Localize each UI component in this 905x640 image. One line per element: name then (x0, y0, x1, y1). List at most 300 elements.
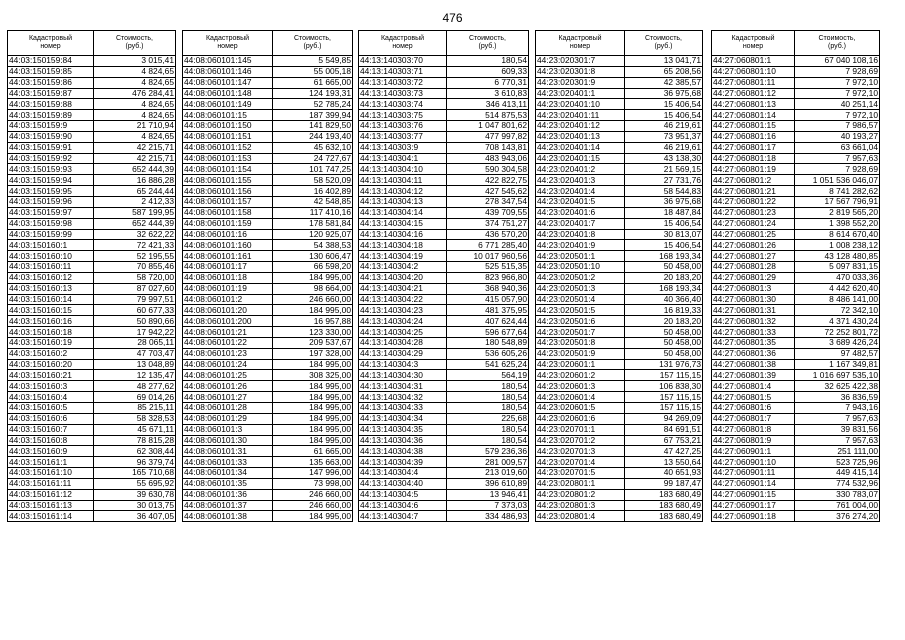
value-cell: 183 680,49 (625, 511, 703, 522)
cadastral-number-cell: 44:08:060101:36 (183, 489, 273, 500)
table-row (359, 348, 529, 359)
cadastral-number-cell: 44:13:140304:6 (359, 500, 447, 511)
value-cell: 50 458,00 (625, 327, 703, 338)
table-row (536, 229, 703, 240)
cadastral-number-cell: 44:23:020701:4 (536, 457, 625, 468)
value-cell: 4 824,65 (94, 99, 176, 110)
cadastral-number-cell: 44:13:140304:38 (359, 446, 447, 457)
table-row (536, 131, 703, 142)
cadastral-number-cell: 44:08:060101:31 (183, 446, 273, 457)
cadastral-number-cell: 44:03:150160:13 (8, 283, 94, 294)
table-row (712, 316, 880, 327)
value-cell: 3 015,41 (94, 56, 176, 67)
cadastral-number-cell: 44:27:060801:32 (712, 316, 795, 327)
value-cell: 3 610,83 (447, 88, 529, 99)
table-row (8, 468, 176, 479)
cadastral-number-cell: 44:27:060801:22 (712, 196, 795, 207)
cadastral-number-cell: 44:27:060801:12 (712, 88, 795, 99)
cadastral-number-cell: 44:08:060101:28 (183, 403, 273, 414)
value-cell: 87 027,60 (94, 283, 176, 294)
table-row (536, 511, 703, 522)
cadastral-number-cell: 44:27:060801:14 (712, 110, 795, 121)
value-cell: 184 995,00 (273, 392, 353, 403)
value-cell: 7 972,10 (795, 88, 880, 99)
cadastral-number-cell: 44:13:140304:29 (359, 348, 447, 359)
value-cell: 54 388,53 (273, 240, 353, 251)
table-row (536, 56, 703, 67)
table-row (8, 153, 176, 164)
value-cell: 40 251,14 (795, 99, 880, 110)
table-row (712, 359, 880, 370)
table-row (359, 500, 529, 511)
table-row (183, 327, 353, 338)
value-cell: 58 520,09 (273, 175, 353, 186)
cadastral-number-cell: 44:03:150159:96 (8, 196, 94, 207)
cadastral-number-cell: 44:08:060101:33 (183, 457, 273, 468)
table-row (712, 294, 880, 305)
cadastral-number-cell: 44:27:060801:29 (712, 272, 795, 283)
cadastral-number-cell: 44:08:060101:29 (183, 413, 273, 424)
value-cell: 48 277,62 (94, 381, 176, 392)
cadastral-number-cell: 44:23:020601:5 (536, 403, 625, 414)
table-row (359, 262, 529, 273)
table-row (536, 435, 703, 446)
cadastral-number-cell: 44:27:060801:16 (712, 131, 795, 142)
cadastral-number-cell: 44:03:150161:14 (8, 511, 94, 522)
valuation-table-5 (711, 30, 880, 522)
table-row (183, 262, 353, 273)
table-row (359, 56, 529, 67)
cadastral-number-cell: 44:23:020501:2 (536, 272, 625, 283)
table-row (536, 424, 703, 435)
table-row (183, 392, 353, 403)
table-row (183, 381, 353, 392)
value-cell: 61 665,00 (273, 446, 353, 457)
cadastral-number-cell: 44:27:060801:9 (712, 435, 795, 446)
cadastral-number-cell: 44:13:140304:22 (359, 294, 447, 305)
value-cell: 141 829,50 (273, 121, 353, 132)
cadastral-number-cell: 44:27:060801:18 (712, 153, 795, 164)
table-row (8, 121, 176, 132)
value-cell: 525 515,35 (447, 262, 529, 273)
header-value: Стоимость, (руб.) (447, 31, 529, 56)
value-cell: 42 215,71 (94, 153, 176, 164)
value-cell: 40 651,93 (625, 468, 703, 479)
value-cell: 147 996,00 (273, 468, 353, 479)
cadastral-number-cell: 44:27:060901:10 (712, 457, 795, 468)
cadastral-number-cell: 44:27:060801:15 (712, 121, 795, 132)
value-cell: 184 995,00 (273, 435, 353, 446)
table-row (359, 327, 529, 338)
value-cell: 7 943,16 (795, 403, 880, 414)
cadastral-number-cell: 44:23:020701:3 (536, 446, 625, 457)
cadastral-number-cell: 44:08:060101:16 (183, 229, 273, 240)
table-row (712, 175, 880, 186)
table-row (183, 131, 353, 142)
table-row (183, 413, 353, 424)
cadastral-number-cell: 44:08:060101:150 (183, 121, 273, 132)
cadastral-number-cell: 44:13:140304:25 (359, 327, 447, 338)
cadastral-number-cell: 44:27:060801:38 (712, 359, 795, 370)
table-row (536, 468, 703, 479)
table-row (183, 240, 353, 251)
value-cell: 60 677,33 (94, 305, 176, 316)
header-cadastral-number: Кадастровый номер (712, 31, 795, 56)
cadastral-number-cell: 44:08:060101:153 (183, 153, 273, 164)
table-row (8, 175, 176, 186)
value-cell: 197 328,00 (273, 348, 353, 359)
table-row (8, 186, 176, 197)
cadastral-number-cell: 44:03:150160:7 (8, 424, 94, 435)
table-row (359, 413, 529, 424)
cadastral-number-cell: 44:03:150160:18 (8, 327, 94, 338)
value-cell: 6 770,31 (447, 77, 529, 88)
table-row (183, 337, 353, 348)
cadastral-number-cell: 44:03:150159:97 (8, 207, 94, 218)
cadastral-number-cell: 44:08:060101:22 (183, 337, 273, 348)
cadastral-number-cell: 44:23:020501:4 (536, 294, 625, 305)
table-row (8, 489, 176, 500)
value-cell: 79 997,51 (94, 294, 176, 305)
value-cell: 180,54 (447, 392, 529, 403)
table-row (183, 446, 353, 457)
table-row (359, 229, 529, 240)
cadastral-number-cell: 44:13:140304:16 (359, 229, 447, 240)
table-header-row (359, 31, 529, 56)
value-cell: 4 371 430,24 (795, 316, 880, 327)
cadastral-number-cell: 44:27:060801:13 (712, 99, 795, 110)
table-row (8, 392, 176, 403)
cadastral-number-cell: 44:03:150160:20 (8, 359, 94, 370)
value-cell: 43 128 480,85 (795, 251, 880, 262)
cadastral-number-cell: 44:13:140304:33 (359, 403, 447, 414)
value-cell: 330 783,07 (795, 489, 880, 500)
table-row (712, 240, 880, 251)
value-cell: 483 943,06 (447, 153, 529, 164)
cadastral-number-cell: 44:03:150159:90 (8, 131, 94, 142)
table-row (536, 403, 703, 414)
value-cell: 72 252 801,72 (795, 327, 880, 338)
value-cell: 1 051 536 046,07 (795, 175, 880, 186)
cadastral-number-cell: 44:03:150159:95 (8, 186, 94, 197)
table-row (536, 305, 703, 316)
value-cell: 78 815,28 (94, 435, 176, 446)
cadastral-number-cell: 44:23:020701:5 (536, 468, 625, 479)
value-cell: 72 421,33 (94, 240, 176, 251)
value-cell: 43 138,30 (625, 153, 703, 164)
cadastral-number-cell: 44:13:140304:24 (359, 316, 447, 327)
table-row (536, 316, 703, 327)
value-cell: 2 819 565,20 (795, 207, 880, 218)
table-row (712, 348, 880, 359)
cadastral-number-cell: 44:27:060801:17 (712, 142, 795, 153)
cadastral-number-cell: 44:03:150160:21 (8, 370, 94, 381)
value-cell: 1 016 697 535,10 (795, 370, 880, 381)
cadastral-number-cell: 44:23:020701:1 (536, 424, 625, 435)
cadastral-number-cell: 44:27:060801:39 (712, 370, 795, 381)
value-cell: 123 330,00 (273, 327, 353, 338)
cadastral-number-cell: 44:13:140303:71 (359, 66, 447, 77)
cadastral-number-cell: 44:13:140304:36 (359, 435, 447, 446)
value-cell: 32 625 422,38 (795, 381, 880, 392)
cadastral-number-cell: 44:03:150160:8 (8, 435, 94, 446)
cadastral-number-cell: 44:23:020501:6 (536, 316, 625, 327)
value-cell: 587 199,95 (94, 207, 176, 218)
cadastral-number-cell: 44:23:020401:9 (536, 240, 625, 251)
table-row (712, 468, 880, 479)
value-cell: 40 193,27 (795, 131, 880, 142)
value-cell: 45 632,10 (273, 142, 353, 153)
cadastral-number-cell: 44:08:060101:24 (183, 359, 273, 370)
table-row (359, 251, 529, 262)
table-row (8, 262, 176, 273)
table-row (8, 403, 176, 414)
table-row (183, 142, 353, 153)
table-row (8, 272, 176, 283)
table-row (712, 283, 880, 294)
value-cell: 183 680,49 (625, 500, 703, 511)
value-cell: 308 325,00 (273, 370, 353, 381)
value-cell: 396 610,89 (447, 478, 529, 489)
cadastral-number-cell: 44:23:020401:4 (536, 186, 625, 197)
value-cell: 184 995,00 (273, 305, 353, 316)
cadastral-number-cell: 44:13:140304:7 (359, 511, 447, 522)
value-cell: 36 407,05 (94, 511, 176, 522)
table-row (536, 88, 703, 99)
table-row (359, 153, 529, 164)
table-row (712, 511, 880, 522)
table-row (712, 424, 880, 435)
cadastral-number-cell: 44:27:060801:30 (712, 294, 795, 305)
value-cell: 27 731,76 (625, 175, 703, 186)
table-row (536, 218, 703, 229)
table-row (359, 403, 529, 414)
cadastral-number-cell: 44:13:140304:2 (359, 262, 447, 273)
cadastral-number-cell: 44:13:140304:14 (359, 207, 447, 218)
value-cell: 7 972,10 (795, 110, 880, 121)
value-cell: 368 940,36 (447, 283, 529, 294)
value-cell: 168 193,34 (625, 283, 703, 294)
table-row (183, 229, 353, 240)
value-cell: 40 366,40 (625, 294, 703, 305)
table-row (8, 283, 176, 294)
table-row (712, 446, 880, 457)
cadastral-number-cell: 44:23:020401:7 (536, 218, 625, 229)
value-cell: 180 548,89 (447, 337, 529, 348)
table-row (183, 196, 353, 207)
table-row (183, 348, 353, 359)
cadastral-number-cell: 44:08:060101:147 (183, 77, 273, 88)
table-row (536, 240, 703, 251)
value-cell: 99 187,47 (625, 478, 703, 489)
cadastral-number-cell: 44:13:140304:15 (359, 218, 447, 229)
cadastral-number-cell: 44:08:060101:200 (183, 316, 273, 327)
cadastral-number-cell: 44:08:060101:27 (183, 392, 273, 403)
table-row (712, 262, 880, 273)
table-row (712, 413, 880, 424)
table-row (8, 446, 176, 457)
table-row (183, 99, 353, 110)
cadastral-number-cell: 44:03:150160:10 (8, 251, 94, 262)
value-cell: 436 570,20 (447, 229, 529, 240)
value-cell: 183 680,49 (625, 489, 703, 500)
cadastral-number-cell: 44:13:140303:77 (359, 131, 447, 142)
value-cell: 7 972,10 (795, 77, 880, 88)
value-cell: 72 342,10 (795, 305, 880, 316)
cadastral-number-cell: 44:23:020401:11 (536, 110, 625, 121)
value-cell: 225,68 (447, 413, 529, 424)
value-cell: 652 444,39 (94, 218, 176, 229)
value-cell: 13 048,89 (94, 359, 176, 370)
cadastral-number-cell: 44:03:150159:93 (8, 164, 94, 175)
value-cell: 47 427,25 (625, 446, 703, 457)
cadastral-number-cell: 44:27:060801:28 (712, 262, 795, 273)
table-row (183, 218, 353, 229)
value-cell: 761 004,00 (795, 500, 880, 511)
table-row (183, 435, 353, 446)
value-cell: 278 347,54 (447, 196, 529, 207)
value-cell: 374 751,27 (447, 218, 529, 229)
value-cell: 579 236,36 (447, 446, 529, 457)
table-row (536, 186, 703, 197)
table-row (536, 478, 703, 489)
cadastral-number-cell: 44:13:140304:12 (359, 186, 447, 197)
table-row (183, 251, 353, 262)
value-cell: 21 710,94 (94, 121, 176, 132)
table-row (183, 294, 353, 305)
value-cell: 8 486 141,00 (795, 294, 880, 305)
value-cell: 7 957,63 (795, 435, 880, 446)
table-row (183, 457, 353, 468)
table-row (712, 272, 880, 283)
cadastral-number-cell: 44:27:060801:3 (712, 283, 795, 294)
cadastral-number-cell: 44:23:020401:3 (536, 175, 625, 186)
table-row (359, 131, 529, 142)
table-row (536, 99, 703, 110)
cadastral-number-cell: 44:03:150160:3 (8, 381, 94, 392)
value-cell: 5 097 831,15 (795, 262, 880, 273)
cadastral-number-cell: 44:27:060801:11 (712, 77, 795, 88)
table-row (8, 110, 176, 121)
value-cell: 246 660,00 (273, 489, 353, 500)
table-row (359, 392, 529, 403)
cadastral-number-cell: 44:23:020501:8 (536, 337, 625, 348)
cadastral-number-cell: 44:23:020301:9 (536, 77, 625, 88)
table-row (712, 66, 880, 77)
value-cell: 180,54 (447, 435, 529, 446)
table-row (359, 435, 529, 446)
value-cell: 106 838,30 (625, 381, 703, 392)
cadastral-number-cell: 44:08:060101:148 (183, 88, 273, 99)
value-cell: 184 995,00 (273, 381, 353, 392)
cadastral-number-cell: 44:23:020601:3 (536, 381, 625, 392)
cadastral-number-cell: 44:08:060101:152 (183, 142, 273, 153)
value-cell: 131 976,73 (625, 359, 703, 370)
cadastral-number-cell: 44:08:060101:34 (183, 468, 273, 479)
table-row (359, 196, 529, 207)
table-row (536, 164, 703, 175)
value-cell: 422 822,75 (447, 175, 529, 186)
table-row (8, 229, 176, 240)
cadastral-number-cell: 44:08:060101:146 (183, 66, 273, 77)
value-cell: 28 065,11 (94, 337, 176, 348)
value-cell: 55 005,18 (273, 66, 353, 77)
value-cell: 476 284,41 (94, 88, 176, 99)
cadastral-number-cell: 44:08:060101:161 (183, 251, 273, 262)
value-cell: 50 458,00 (625, 337, 703, 348)
table-row (536, 262, 703, 273)
value-cell: 523 725,96 (795, 457, 880, 468)
value-cell: 67 040 108,16 (795, 56, 880, 67)
cadastral-number-cell: 44:23:020301:8 (536, 66, 625, 77)
cadastral-number-cell: 44:08:060101:159 (183, 218, 273, 229)
value-cell: 96 379,74 (94, 457, 176, 468)
table-row (359, 272, 529, 283)
table-row (8, 511, 176, 522)
cadastral-number-cell: 44:13:140304:11 (359, 175, 447, 186)
value-cell: 30 813,07 (625, 229, 703, 240)
value-cell: 251 111,00 (795, 446, 880, 457)
value-cell: 407 624,44 (447, 316, 529, 327)
value-cell: 180,54 (447, 403, 529, 414)
table-row (8, 381, 176, 392)
table-row (183, 424, 353, 435)
table-row (8, 327, 176, 338)
table-row (712, 218, 880, 229)
table-row (536, 489, 703, 500)
cadastral-number-cell: 44:08:060101:19 (183, 283, 273, 294)
cadastral-number-cell: 44:03:150159:92 (8, 153, 94, 164)
table-row (8, 337, 176, 348)
value-cell: 415 057,90 (447, 294, 529, 305)
table-row (8, 316, 176, 327)
table-row (536, 413, 703, 424)
value-cell: 7 928,69 (795, 66, 880, 77)
table-row (359, 186, 529, 197)
table-row (183, 186, 353, 197)
table-row (8, 413, 176, 424)
cadastral-number-cell: 44:23:020401:1 (536, 88, 625, 99)
value-cell: 1 167 349,81 (795, 359, 880, 370)
cadastral-number-cell: 44:23:020801:4 (536, 511, 625, 522)
value-cell: 178 581,84 (273, 218, 353, 229)
value-cell: 24 727,67 (273, 153, 353, 164)
table-row (712, 153, 880, 164)
table-row (359, 468, 529, 479)
value-cell: 73 998,00 (273, 478, 353, 489)
cadastral-number-cell: 44:08:060101:158 (183, 207, 273, 218)
cadastral-number-cell: 44:23:020601:2 (536, 370, 625, 381)
value-cell: 3 689 426,24 (795, 337, 880, 348)
cadastral-number-cell: 44:27:060801:2 (712, 175, 795, 186)
value-cell: 334 486,93 (447, 511, 529, 522)
table-row (8, 164, 176, 175)
cadastral-number-cell: 44:08:060101:23 (183, 348, 273, 359)
table-row (183, 88, 353, 99)
table-row (359, 175, 529, 186)
value-cell: 17 567 796,91 (795, 196, 880, 207)
table-header-row (536, 31, 703, 56)
value-cell: 8 741 282,62 (795, 186, 880, 197)
table-row (8, 131, 176, 142)
value-cell: 5 549,85 (273, 56, 353, 67)
cadastral-number-cell: 44:08:060101:3 (183, 424, 273, 435)
value-cell: 13 041,71 (625, 56, 703, 67)
value-cell: 97 482,57 (795, 348, 880, 359)
value-cell: 46 219,61 (625, 142, 703, 153)
cadastral-number-cell: 44:27:060801:10 (712, 66, 795, 77)
table-row (536, 251, 703, 262)
